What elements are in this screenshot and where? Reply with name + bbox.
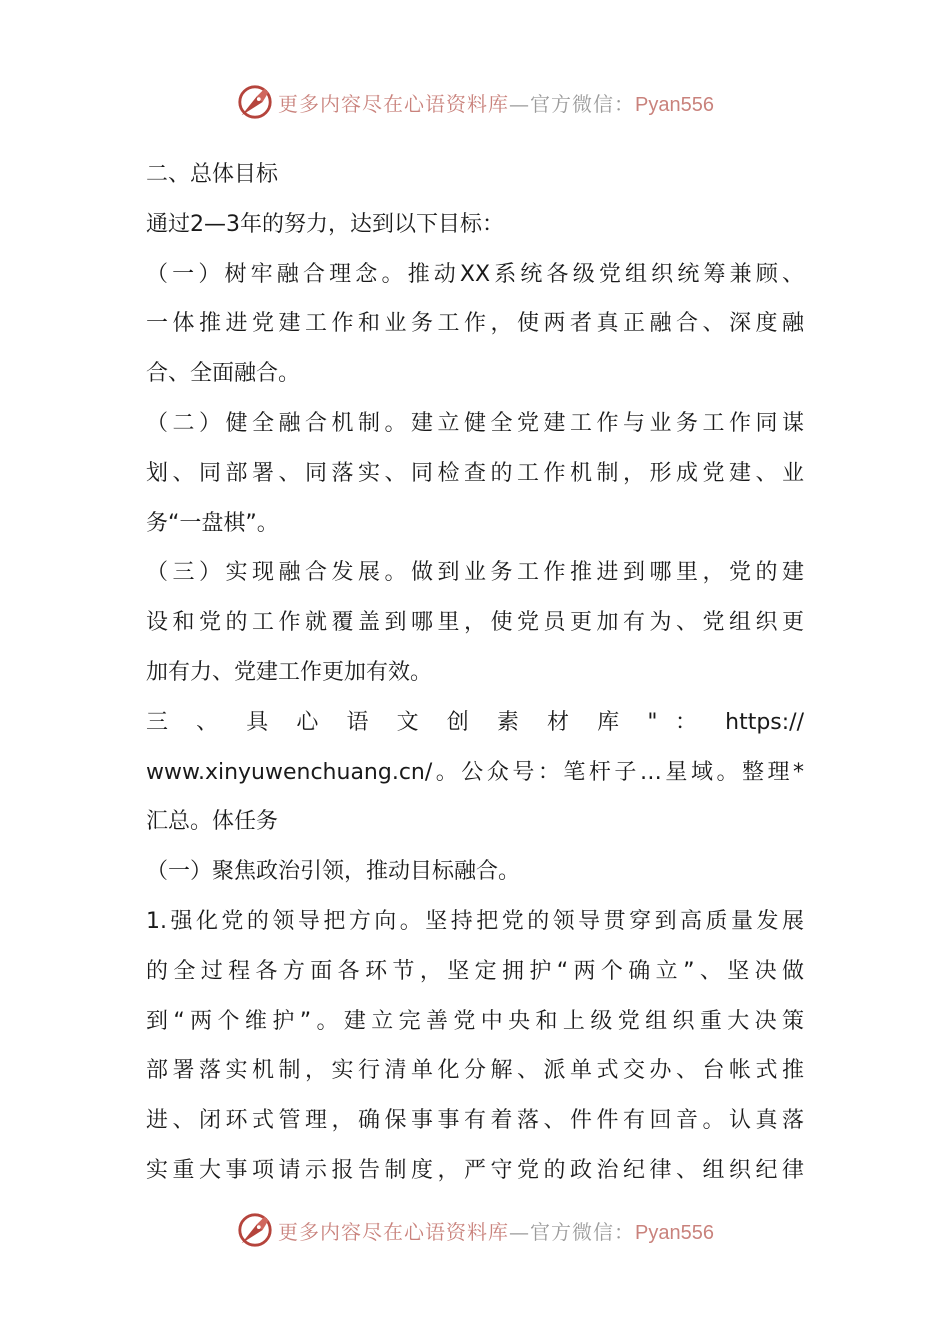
- banner-text: [278, 1216, 714, 1245]
- paragraph-line: 部署落实机制，实行清单化分解、派单式交办、台帐式推: [146, 1058, 804, 1084]
- header-banner: [0, 80, 950, 124]
- pen-nib-circle-icon: [236, 1211, 274, 1249]
- paragraph-line: 汇总。体任务: [146, 809, 279, 835]
- paragraph-line: www.xinyuwenchuang.cn/。公众号：笔杆子…星域。整理*: [146, 759, 804, 785]
- paragraph-line: 划、同部署、同落实、同检查的工作机制，形成党建、业: [146, 460, 804, 486]
- paragraph-line: 的全过程各方面各环节，坚定拥护“两个确立”、坚决做: [146, 958, 804, 984]
- footer-banner: [0, 1208, 950, 1252]
- paragraph-line: 合、全面融合。: [146, 361, 301, 387]
- subsection-heading: （一）聚焦政治引领，推动目标融合。: [146, 859, 521, 885]
- banner-brand: 更多内容尽在心语资料库: [278, 1219, 510, 1244]
- banner-suffix: —官方微信：: [509, 91, 636, 116]
- paragraph-line: （二）健全融合机制。建立健全党建工作与业务工作同谋: [146, 410, 804, 436]
- paragraph-line: 一体推进党建工作和业务工作，使两者真正融合、深度融: [146, 311, 804, 337]
- banner-brand: 更多内容尽在心语资料库: [278, 91, 510, 116]
- banner-suffix: —官方微信：: [509, 1219, 636, 1244]
- pen-nib-circle-icon: [236, 83, 274, 121]
- section-heading: 二、总体目标: [146, 162, 279, 187]
- paragraph-line: （一）树牢融合理念。推动XX系统各级党组织统筹兼顾、: [146, 261, 804, 287]
- paragraph-line: 到“两个维护”。建立完善党中央和上级党组织重大决策: [146, 1008, 804, 1034]
- paragraph-line: 加有力、党建工作更加有效。: [146, 659, 433, 685]
- document-body: [146, 150, 804, 1196]
- paragraph-line: 1.强化党的领导把方向。坚持把党的领导贯穿到高质量发展: [146, 908, 804, 934]
- paragraph-line: 务“一盘棋”。: [146, 510, 279, 536]
- banner-text: [278, 88, 714, 117]
- paragraph-line: 通过2—3年的努力，达到以下目标：: [146, 211, 504, 237]
- banner-handle: Pyan556: [635, 1221, 714, 1244]
- paragraph-line: 设和党的工作就覆盖到哪里，使党员更加有为、党组织更: [146, 610, 804, 636]
- banner-handle: Pyan556: [635, 93, 714, 116]
- section-heading: 三 、 具 心 语 文 创 素 材 库 " ： https://: [146, 709, 804, 735]
- paragraph-line: 进、闭环式管理，确保事事有着落、件件有回音。认真落: [146, 1108, 804, 1134]
- paragraph-line: （三）实现融合发展。做到业务工作推进到哪里，党的建: [146, 560, 804, 586]
- paragraph-line: 实重大事项请示报告制度，严守党的政治纪律、组织纪律: [146, 1157, 804, 1183]
